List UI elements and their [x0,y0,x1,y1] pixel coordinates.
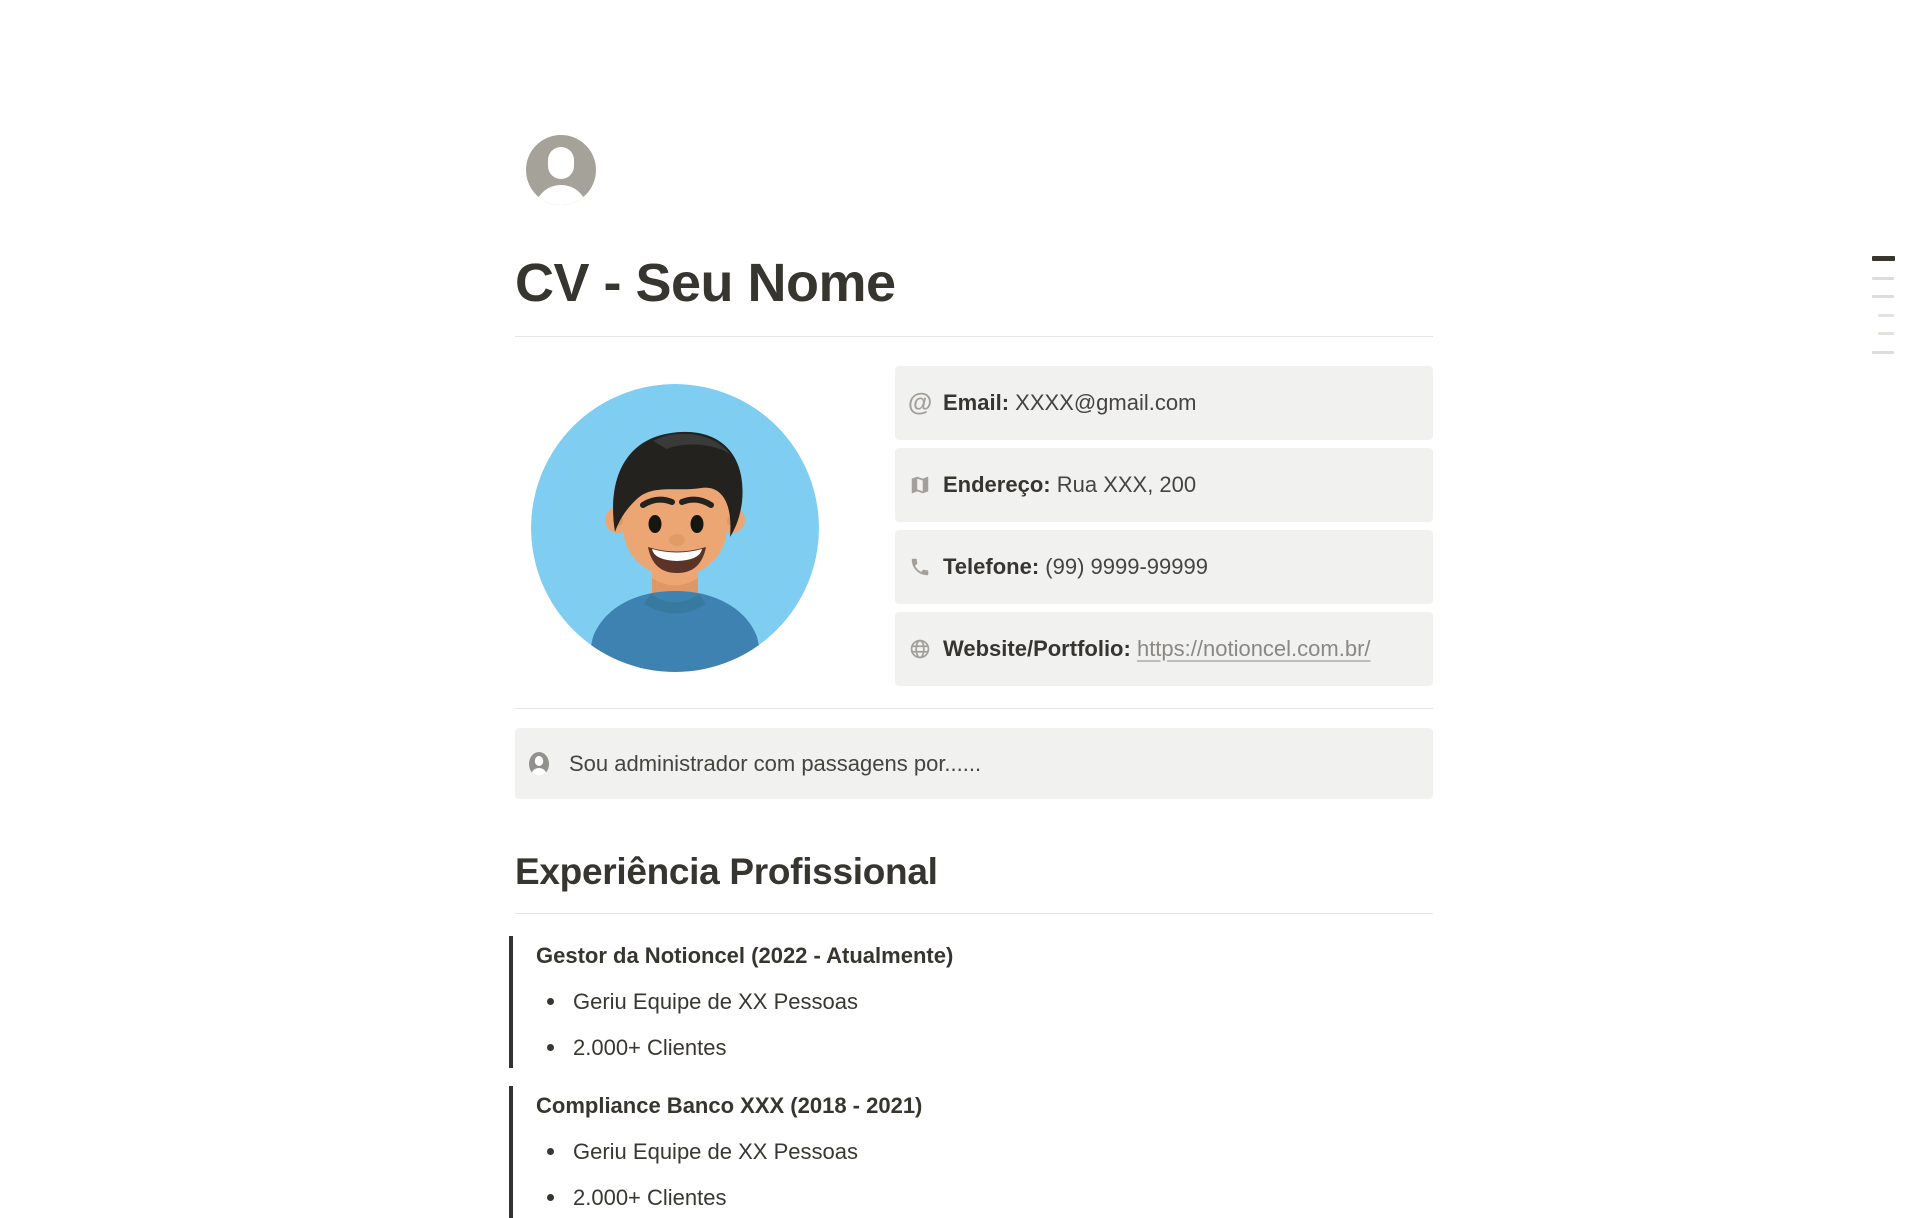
globe-icon [908,637,932,661]
contact-value: (99) 9999-99999 [1045,554,1208,579]
outline-bar [1872,351,1894,354]
contact-label: Telefone: [943,554,1040,579]
summary-callout[interactable] [515,728,1433,799]
contact-label: Email: [943,390,1010,415]
phone-icon [908,555,932,579]
outline-bar-active [1872,256,1895,261]
at-icon: @ [907,388,933,417]
outline-bar-indented [1878,332,1894,335]
job-bullet[interactable]: 2.000+ Clientes [536,1183,1433,1213]
job-bullet[interactable]: Geriu Equipe de XX Pessoas [536,1137,1433,1167]
outline-bar-indented [1878,314,1894,317]
job-bullet[interactable]: 2.000+ Clientes [536,1033,1433,1063]
divider [515,708,1433,709]
person-silhouette-icon [529,752,549,776]
job-title[interactable]: Gestor da Notioncel (2022 - Atualmente) [536,943,954,968]
divider [515,336,1433,337]
section-heading-experience[interactable]: Experiência Profissional [515,851,938,892]
avatar-illustration [531,384,819,672]
contact-value: XXXX@gmail.com [1015,390,1197,415]
contact-value: Rua XXX, 200 [1056,472,1197,497]
page-content [515,0,1433,1218]
outline-bar [1872,295,1894,298]
job-bullet-list [536,1137,1433,1213]
job-bullet[interactable]: Geriu Equipe de XX Pessoas [536,987,1433,1017]
outline-indicator[interactable] [1872,256,1896,354]
job-block[interactable] [509,936,1433,1068]
contact-row-phone[interactable] [895,530,1433,604]
job-block[interactable] [509,1086,1433,1218]
contact-row-website[interactable] [895,612,1433,686]
person-silhouette-icon[interactable] [525,134,597,206]
map-icon [908,473,932,497]
divider [515,913,1433,914]
outline-bar [1872,277,1894,280]
job-title[interactable]: Compliance Banco XXX (2018 - 2021) [536,1093,923,1118]
contact-label: Website/Portfolio: [943,636,1131,661]
profile-section [515,366,1433,686]
contact-list [895,366,1433,686]
contact-label: Endereço: [943,472,1051,497]
contact-row-address[interactable] [895,448,1433,522]
summary-text: Sou administrador com passagens por...... [569,750,982,776]
website-link[interactable]: https://notioncel.com.br/ [1136,636,1371,661]
contact-row-email[interactable] [895,366,1433,440]
profile-photo[interactable] [515,366,895,686]
job-bullet-list [536,987,1433,1063]
page-title[interactable]: CV - Seu Nome [515,253,896,313]
